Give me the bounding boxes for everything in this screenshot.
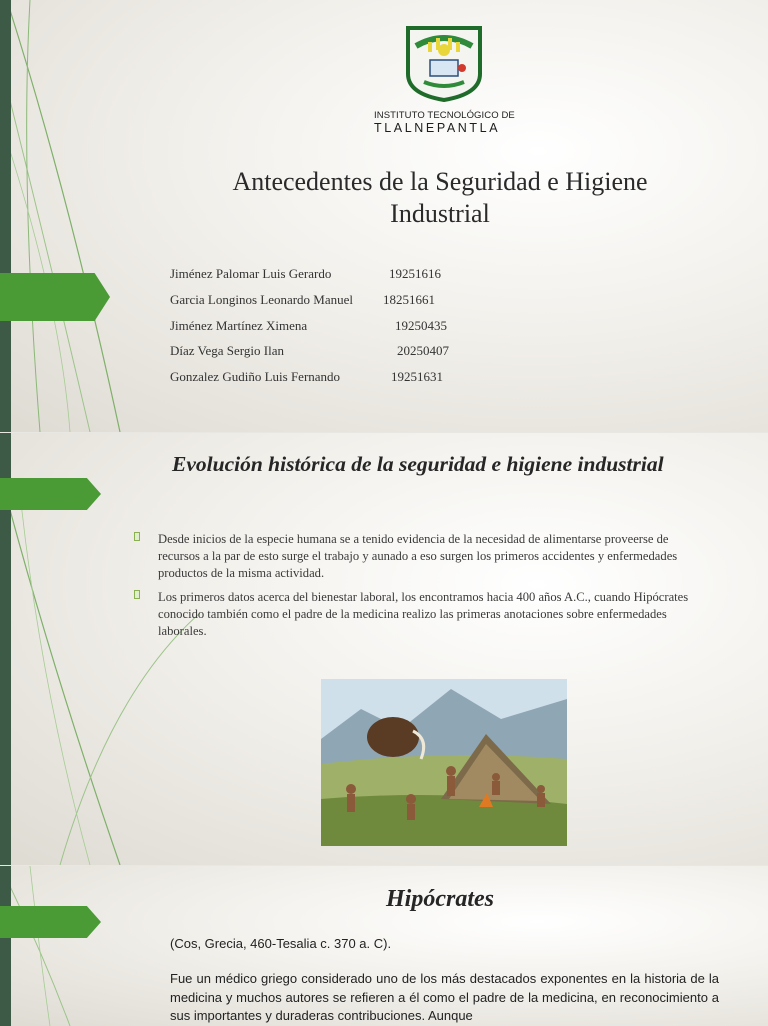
student-id: 19251616 xyxy=(389,266,441,281)
student-name: Jiménez Palomar Luis Gerardo xyxy=(170,266,332,281)
bullet-icon xyxy=(134,532,140,541)
student-id: 20250407 xyxy=(397,343,449,359)
list-item: Los primeros datos acerca del bienestar laboral, los encontramos hacia 400 años A.C., cuando Hipócrates conocido también como el padre de la medicina realizo las primeras anotaciones sobre enfermedades laborales. xyxy=(134,589,694,640)
student-name: Jiménez Martínez Ximena xyxy=(170,317,308,333)
institute-name-line1: INSTITUTO TECNOLÓGICO DE xyxy=(374,110,515,121)
bullet-list xyxy=(134,531,694,647)
presentation-title: Antecedentes de la Seguridad e Higiene Industrial xyxy=(232,167,648,228)
list-item: Desde inicios de la especie humana se a tenido evidencia de la necesidad de alimentarse proveerse de recursos a la par de esto surge el trabajo y aunado a eso surgen los primeros accidentes y enfermedades productos de la misma actividad. xyxy=(134,531,694,582)
left-accent-bar xyxy=(0,866,11,1026)
student-id: 19251631 xyxy=(391,369,443,385)
student-id: 19250435 xyxy=(395,317,447,333)
bullet-icon xyxy=(134,590,140,599)
arrow-tab xyxy=(0,906,101,938)
decorative-lines xyxy=(0,866,160,1026)
left-accent-bar xyxy=(0,0,11,432)
student-name: Garcia Longinos Leonardo Manuel xyxy=(170,291,354,307)
hippocrates-title: Hipócrates xyxy=(386,886,494,912)
student-name: Gonzalez Gudiño Luis Fernando xyxy=(170,369,341,385)
prehistoric-scene-image xyxy=(321,679,567,846)
arrow-tab xyxy=(0,478,101,510)
student-id: 18251661 xyxy=(383,291,435,307)
institute-name-line2: TLALNEPANTLA xyxy=(374,121,501,135)
slide-title xyxy=(0,0,768,432)
decorative-lines xyxy=(0,0,140,432)
student-name: Díaz Vega Sergio Ilan xyxy=(170,343,284,359)
arrow-tab xyxy=(0,273,110,321)
hippocrates-dates: (Cos, Grecia, 460-Tesalia c. 370 a. C). xyxy=(170,936,392,951)
evolution-title: Evolución histórica de la seguridad e higiene industrial xyxy=(172,452,664,476)
institute-logo xyxy=(404,24,484,102)
hippocrates-paragraph: Fue un médico griego considerado uno de los más destacados exponentes en la historia de la medicina y muchos autores se refieren a él como el padre de la medicina, en reconocimiento a sus importantes y duraderas contribuciones. Aunque xyxy=(170,971,719,1023)
